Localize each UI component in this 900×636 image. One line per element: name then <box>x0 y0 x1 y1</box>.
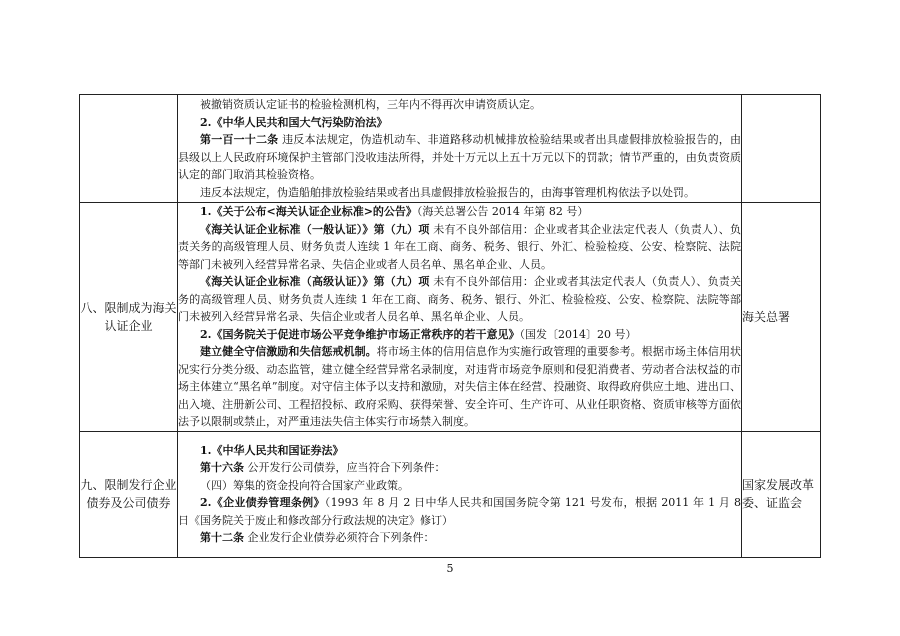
department-cell: 海关总署 <box>742 203 821 432</box>
table-row <box>80 203 821 432</box>
paragraph-text: 企业发行企业债券必须符合下列条件： <box>244 531 435 544</box>
paragraph <box>178 131 741 184</box>
paragraph <box>178 273 741 326</box>
department-cell: 国家发展改革委、证监会 <box>742 431 821 557</box>
paragraph-heading: 《海关认证企业标准（一般认证）》第（九）项 <box>200 222 430 236</box>
paragraph-text: （海关总署公告 2014 年第 82 号） <box>416 205 589 218</box>
paragraph <box>178 114 741 132</box>
content-cell <box>178 431 742 557</box>
category-cell <box>80 95 178 203</box>
paragraph-text: 未有不良外部信用：企业或者其法定代表人（负责人）、负责关务的高级管理人员、财务负责人连续 1 年在工商、商务、税务、银行、外汇、检验检疫、公安、检察院、法院等部门未被列入经营异常名录、失信企业或者人员名单、黑名单企业、人员。 <box>178 275 742 323</box>
paragraph-text: 公开发行公司债券，应当符合下列条件： <box>244 461 446 474</box>
content-cell <box>178 95 742 203</box>
paragraph <box>178 477 741 495</box>
paragraph <box>178 529 741 547</box>
paragraph <box>178 96 741 114</box>
paragraph <box>178 442 741 460</box>
category-cell: 九、限制发行企业债券及公司债券 <box>80 431 178 557</box>
paragraph-heading: 第十二条 <box>200 531 244 544</box>
paragraph-heading: 1.《中华人民共和国证券法》 <box>200 443 344 457</box>
paragraph <box>178 343 741 431</box>
paragraph-heading: 第一百一十二条 <box>200 133 279 146</box>
paragraph-text: （四）筹集的资金投向符合国家产业政策。 <box>200 478 409 492</box>
paragraph <box>178 203 741 221</box>
table-row <box>80 431 821 557</box>
category-cell: 八、限制成为海关认证企业 <box>80 203 178 432</box>
page-number: 5 <box>446 562 454 575</box>
paragraph-heading: 第十六条 <box>200 461 244 474</box>
paragraph-text: 未有不良外部信用：企业或者其企业法定代表人（负责人）、负责关务的高级管理人员、财务负责人连续 1 年在工商、商务、税务、银行、外汇、检验检疫、公安、检察院、法院等部门未被列入经营异常名录、失信企业或者人员名单、黑名单企业、人员。 <box>178 222 742 271</box>
paragraph-text: 被撤销资质认定证书的检验检测机构，三年内不得再次申请资质认定。 <box>200 98 541 111</box>
paragraph-heading: 2.《国务院关于促进市场公平竞争维护市场正常秩序的若干意见》 <box>200 327 520 341</box>
paragraph-heading: 1.《关于公布<海关认证企业标准>的公告》 <box>200 205 417 218</box>
paragraph-heading: 《海关认证企业标准（高级认证）》第（九）项 <box>200 275 430 288</box>
paragraph-text: （1993 年 8 月 2 日中华人民共和国国务院令第 121 号发布，根据 2011 年 1 月 8 日《国务院关于废止和修改部分行政法规的决定》修订） <box>178 496 741 527</box>
table-row <box>80 95 821 203</box>
paragraph-heading: 2.《中华人民共和国大气污染防治法》 <box>200 115 388 129</box>
paragraph <box>178 459 741 477</box>
paragraph <box>178 184 741 202</box>
paragraph-heading: 建立健全守信激励和失信惩戒机制。 <box>200 345 377 358</box>
paragraph-text: 将市场主体的信用信息作为实施行政管理的重要参考。根据市场主体信用状况实行分类分级、动态监管，建立健全经营异常名录制度，对违背市场竞争原则和侵犯消费者、劳动者合法权益的市场主体建立“黑名单”制度。对守信主体予以支持和激励，对失信主体在经营、投融资、取得政府供应土地、进出口、出入境、注册新公司、工程招投标、政府采购、获得荣誉、安全许可、生产许可、从业任职资格、资质审核等方面依法予以限制或禁止，对严重违法失信主体实行市场禁入制度。 <box>178 345 742 428</box>
paragraph <box>178 221 741 274</box>
paragraph-text: 违反本法规定，伪造机动车、非道路移动机械排放检验结果或者出具虚假排放检验报告的，由县级以上人民政府环境保护主管部门没收违法所得，并处十万元以上五十万元以下的罚款；情节严重的，由负责资质认定的部门取消其检验资格。 <box>178 133 741 181</box>
paragraph-text: 违反本法规定，伪造船舶排放检验结果或者出具虚假排放检验报告的，由海事管理机构依法予以处罚。 <box>200 185 695 199</box>
paragraph <box>178 326 741 344</box>
regulation-table <box>79 94 821 558</box>
department-cell <box>742 95 821 203</box>
content-cell <box>178 203 742 432</box>
paragraph-text: （国发〔2014〕20 号） <box>519 327 637 341</box>
paragraph-heading: 2.《企业债券管理条例》 <box>200 496 325 509</box>
paragraph <box>178 494 741 529</box>
